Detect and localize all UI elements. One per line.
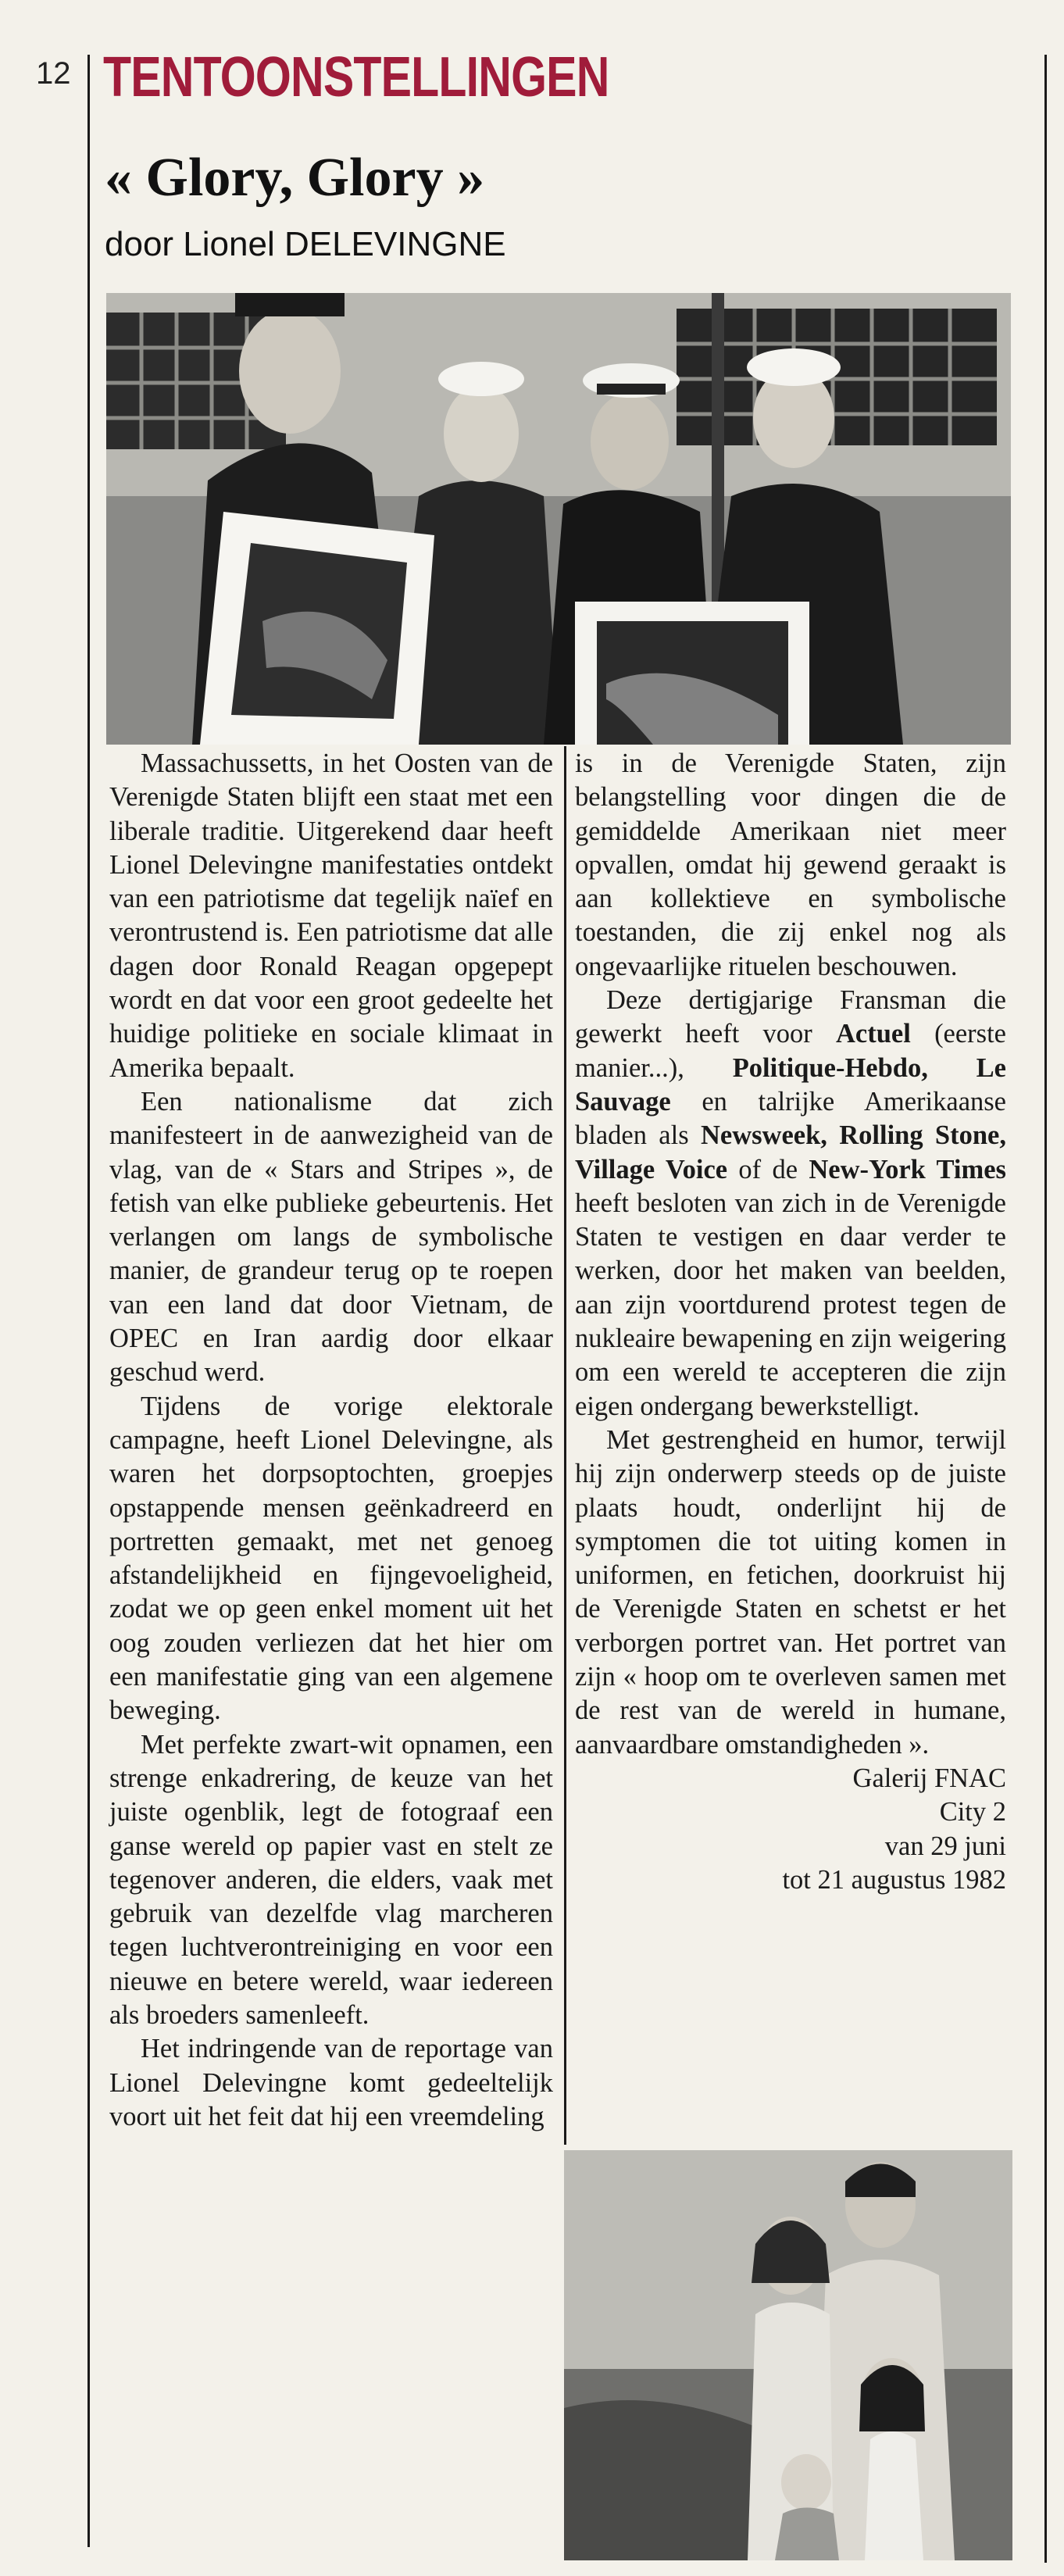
paragraph-continued: is in de Verenigde Staten, zijn belangstelling voor dingen die de gemiddelde Amerikaan niet meer opvallen, omdat hij gewend geraakt is aan kollektieve en symbolische toestanden, die zij enkel nog als ongevaarlijke rituelen beschouwen.	[575, 749, 1006, 981]
paragraph: Massachussetts, in het Oosten van de Verenigde Staten blijft een staat met een liberale traditie. Uitgerekend daar heeft Lionel Delevingne manifestaties ontdekt van een patriotisme dat tegelijk naïef en verontrustend is. Een patriotisme dat alle dagen door Ronald Reagan opgepept wordt en dat voor een groot gedeelte het huidige politieke en sociale klimaat in Amerika bepaalt.	[109, 749, 553, 1083]
photo-sailors-icon	[106, 293, 1011, 745]
publication-name: Actuel	[836, 1019, 911, 1049]
photo-family-icon	[564, 2150, 1012, 2560]
text-run: of de	[727, 1154, 809, 1184]
article-column-left	[109, 747, 553, 2134]
page-number: 12	[36, 56, 71, 91]
text-run: en talrijke Amerikaanse bladen als	[575, 1086, 1006, 1151]
text-run: heeft besloten van zich in de Verenigde Staten te vestigen en daar verder te werken, door het maken van beelden, aan zijn voortdurend protest tegen de nukleaire bewapening en zijn weigering om een wereld te accepteren die zijn eigen ondergang bewerkstelligt.	[575, 1188, 1006, 1421]
paragraph: Tijdens de vorige elektorale campagne, heeft Lionel Delevingne, als waren het dorpsoptochten, groepjes opstappende mensen geënkadreerd en portretten gemaakt, met net genoeg afstandelijkheid en fijngevoeligheid, zodat we op geen enkel moment uit het oog zouden verliezen dat het hier om een manifestatie ging van een algemene beweging.	[109, 1391, 553, 1726]
paragraph	[575, 984, 1006, 1424]
column-rule	[564, 746, 566, 2145]
paragraph: Het indringende van de reportage van Lionel Delevingne komt gedeeltelijk voort uit het feit dat hij een vreemdeling	[109, 2034, 553, 2131]
publication-name: Politique-Hebdo, Le Sauvage	[575, 1052, 1006, 1117]
credit-line: van 29 juni	[884, 1831, 1006, 1861]
paragraph: Met perfekte zwart-wit opnamen, een strenge enkadrering, de keuze van het juiste ogenblik, legt de fotograaf een ganse wereld op papier vast en stelt ze tegenover anderen, die elders, vaak met gebruik van dezelfde vlag marcheren tegen luchtverontreiniging en voor een nieuwe en betere wereld, waar iedereen als broeders samenleeft.	[109, 1729, 553, 2030]
paragraph: Een nationalisme dat zich manifesteert in de aanwezigheid van de vlag, van de « Stars and Stripes », de fetish van elke publieke gebeurtenis. Het verlangen om langs de symbolische manier, de grandeur terug op te roepen van een land dat door Vietnam, de OPEC en Iran aardig door elkaar geschud werd.	[109, 1086, 553, 1388]
credit-line: Galerij FNAC	[852, 1763, 1006, 1793]
paragraph: Met gestrengheid en humor, terwijl hij zijn onderwerp steeds op de juiste plaats houdt, onderlijnt hij de symptomen die tot uiting komen in uniformen, en fetichen, doorkruist hij de Verenigde Staten en schetst er het verborgen portret van. Het portret van zijn « hoop om te overleven samen met de rest van de wereld in humane, aanvaardbare omstandigheden ».	[575, 1424, 1006, 1760]
credit-line: tot 21 augustus 1982	[782, 1864, 1006, 1895]
byline: door Lionel DELEVINGNE	[105, 225, 506, 263]
section-heading: TENTOONSTELLINGEN	[103, 46, 609, 109]
article-title: « Glory, Glory »	[105, 148, 485, 208]
text-run: (eerste manier...),	[575, 1019, 1006, 1083]
right-rule	[1044, 55, 1047, 2563]
left-rule	[87, 55, 90, 2547]
article-column-right	[575, 747, 1006, 1897]
publication-name: Newsweek, Rolling Stone, Village Voice	[575, 1120, 1006, 1184]
text-run: Deze dertigjarige Fransman die gewerkt heeft voor	[575, 985, 1006, 1049]
publication-name: New-York Times	[809, 1154, 1006, 1184]
credit-line: City 2	[939, 1797, 1006, 1827]
